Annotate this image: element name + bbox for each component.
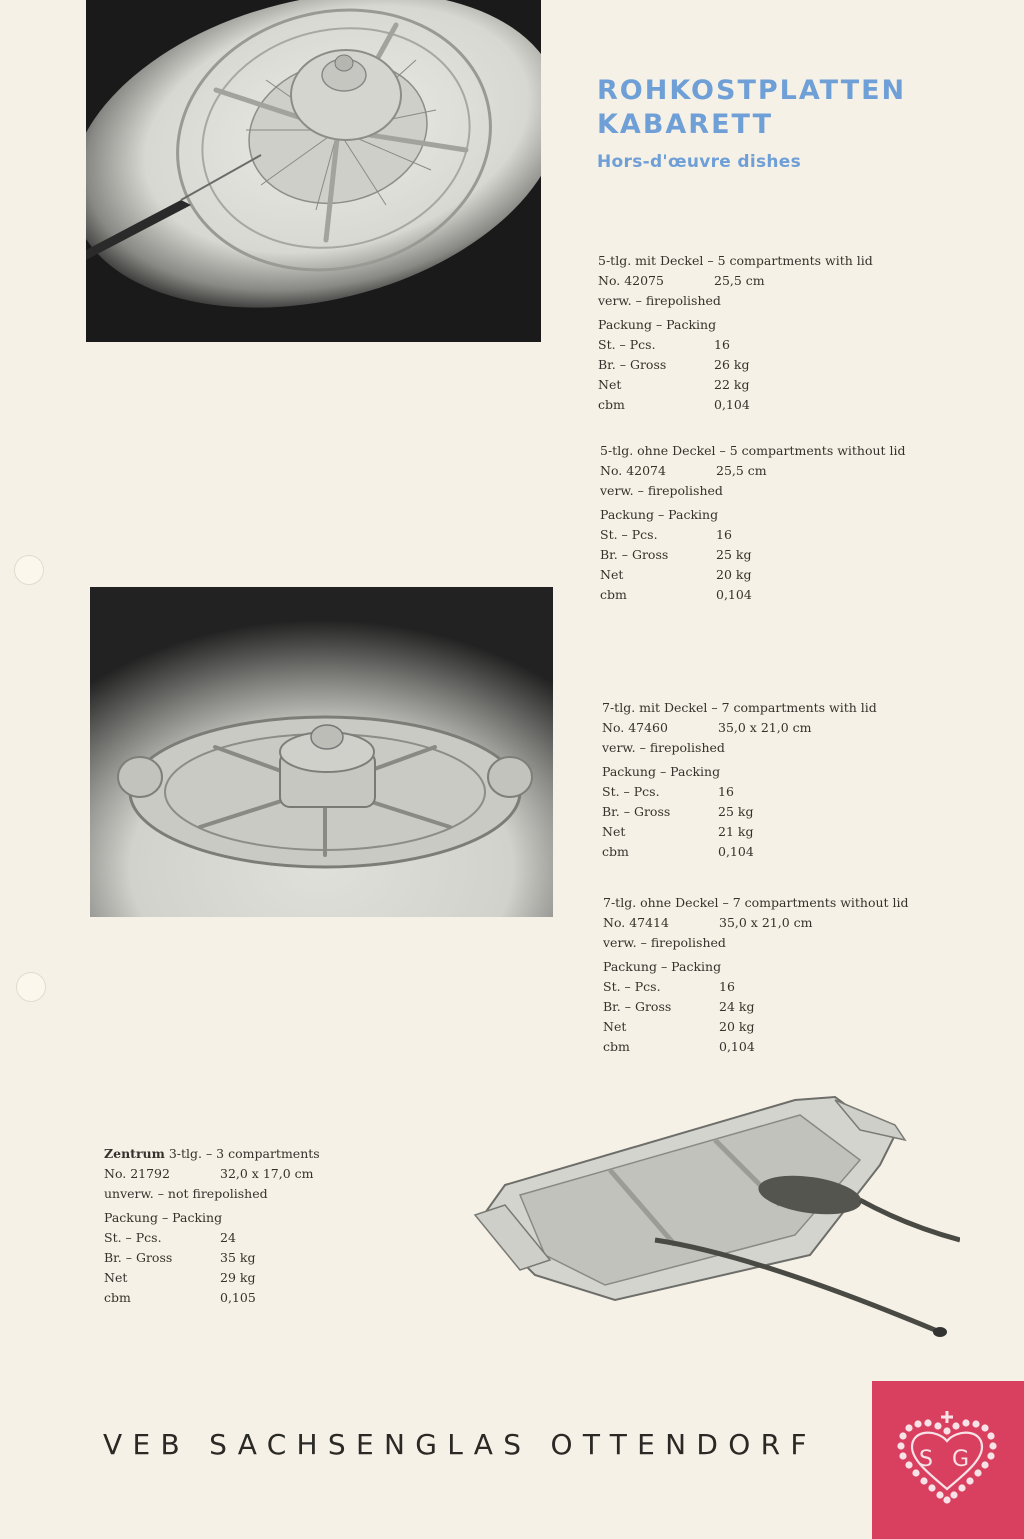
product-finish: verw. – firepolished — [598, 293, 721, 308]
cbm-row: cbm 0,104 — [603, 1039, 755, 1054]
gross-row: Br. – Gross 25 kg — [600, 547, 752, 562]
photo-rectangular-tray — [465, 1085, 960, 1345]
product-spec-42074 — [600, 441, 906, 605]
net-row: Net 20 kg — [603, 1019, 755, 1034]
net-row: Net 29 kg — [104, 1270, 256, 1285]
net-row: Net 20 kg — [600, 567, 752, 582]
product-spec-21792 — [104, 1144, 320, 1308]
gross-row: Br. – Gross 26 kg — [598, 357, 750, 372]
punch-hole-top — [14, 555, 44, 585]
company-name: VEB SACHSENGLAS OTTENDORF — [103, 1428, 817, 1461]
net-row: Net 22 kg — [598, 377, 750, 392]
page-title-line-1: ROHKOSTPLATTEN — [597, 75, 907, 106]
page-title-line-2: KABARETT — [597, 109, 773, 140]
punch-hole-bottom — [16, 972, 46, 1002]
product-number-row: No. 42074 25,5 cm — [600, 463, 767, 478]
cbm-row: cbm 0,104 — [602, 844, 754, 859]
product-spec-47414 — [603, 893, 909, 1057]
packing-label: Packung – Packing — [602, 764, 721, 779]
gross-row: Br. – Gross 24 kg — [603, 999, 755, 1014]
product-number-row: No. 47460 35,0 x 21,0 cm — [602, 720, 812, 735]
product-heading: 7-tlg. ohne Deckel – 7 compartments without lid — [603, 895, 909, 910]
packing-label: Packung – Packing — [600, 507, 719, 522]
pcs-row: St. – Pcs. 16 — [598, 337, 730, 352]
cbm-row: cbm 0,104 — [600, 587, 752, 602]
photo-round-dish — [86, 0, 541, 342]
pcs-row: St. – Pcs. 16 — [603, 979, 735, 994]
product-heading: 5-tlg. ohne Deckel – 5 compartments without lid — [600, 443, 906, 458]
net-row: Net 21 kg — [602, 824, 754, 839]
packing-label: Packung – Packing — [598, 317, 717, 332]
logo-letters: S G — [918, 1447, 976, 1472]
cbm-row: cbm 0,104 — [598, 397, 750, 412]
product-number-row: No. 21792 32,0 x 17,0 cm — [104, 1166, 314, 1181]
product-number-row: No. 42075 25,5 cm — [598, 273, 765, 288]
heart-with-cross-icon — [872, 1381, 1024, 1539]
pcs-row: St. – Pcs. 16 — [600, 527, 732, 542]
cbm-row: cbm 0,105 — [104, 1290, 256, 1305]
gross-row: Br. – Gross 35 kg — [104, 1250, 256, 1265]
product-heading: Zentrum 3-tlg. – 3 compartments — [104, 1146, 320, 1161]
product-heading: 5-tlg. mit Deckel – 5 compartments with lid — [598, 253, 873, 268]
photo-oval-dish — [90, 587, 553, 917]
title-block — [597, 74, 906, 172]
product-finish: verw. – firepolished — [602, 740, 725, 755]
pcs-row: St. – Pcs. 16 — [602, 784, 734, 799]
product-finish: verw. – firepolished — [603, 935, 726, 950]
packing-label: Packung – Packing — [104, 1210, 223, 1225]
product-finish: unverw. – not firepolished — [104, 1186, 268, 1201]
product-spec-42075 — [598, 251, 873, 415]
product-finish: verw. – firepolished — [600, 483, 723, 498]
brand-badge — [872, 1381, 1024, 1539]
gross-row: Br. – Gross 25 kg — [602, 804, 754, 819]
pcs-row: St. – Pcs. 24 — [104, 1230, 236, 1245]
product-number-row: No. 47414 35,0 x 21,0 cm — [603, 915, 813, 930]
product-spec-47460 — [602, 698, 877, 862]
page-subtitle: Hors-d'œuvre dishes — [597, 152, 802, 172]
product-heading: 7-tlg. mit Deckel – 7 compartments with lid — [602, 700, 877, 715]
packing-label: Packung – Packing — [603, 959, 722, 974]
